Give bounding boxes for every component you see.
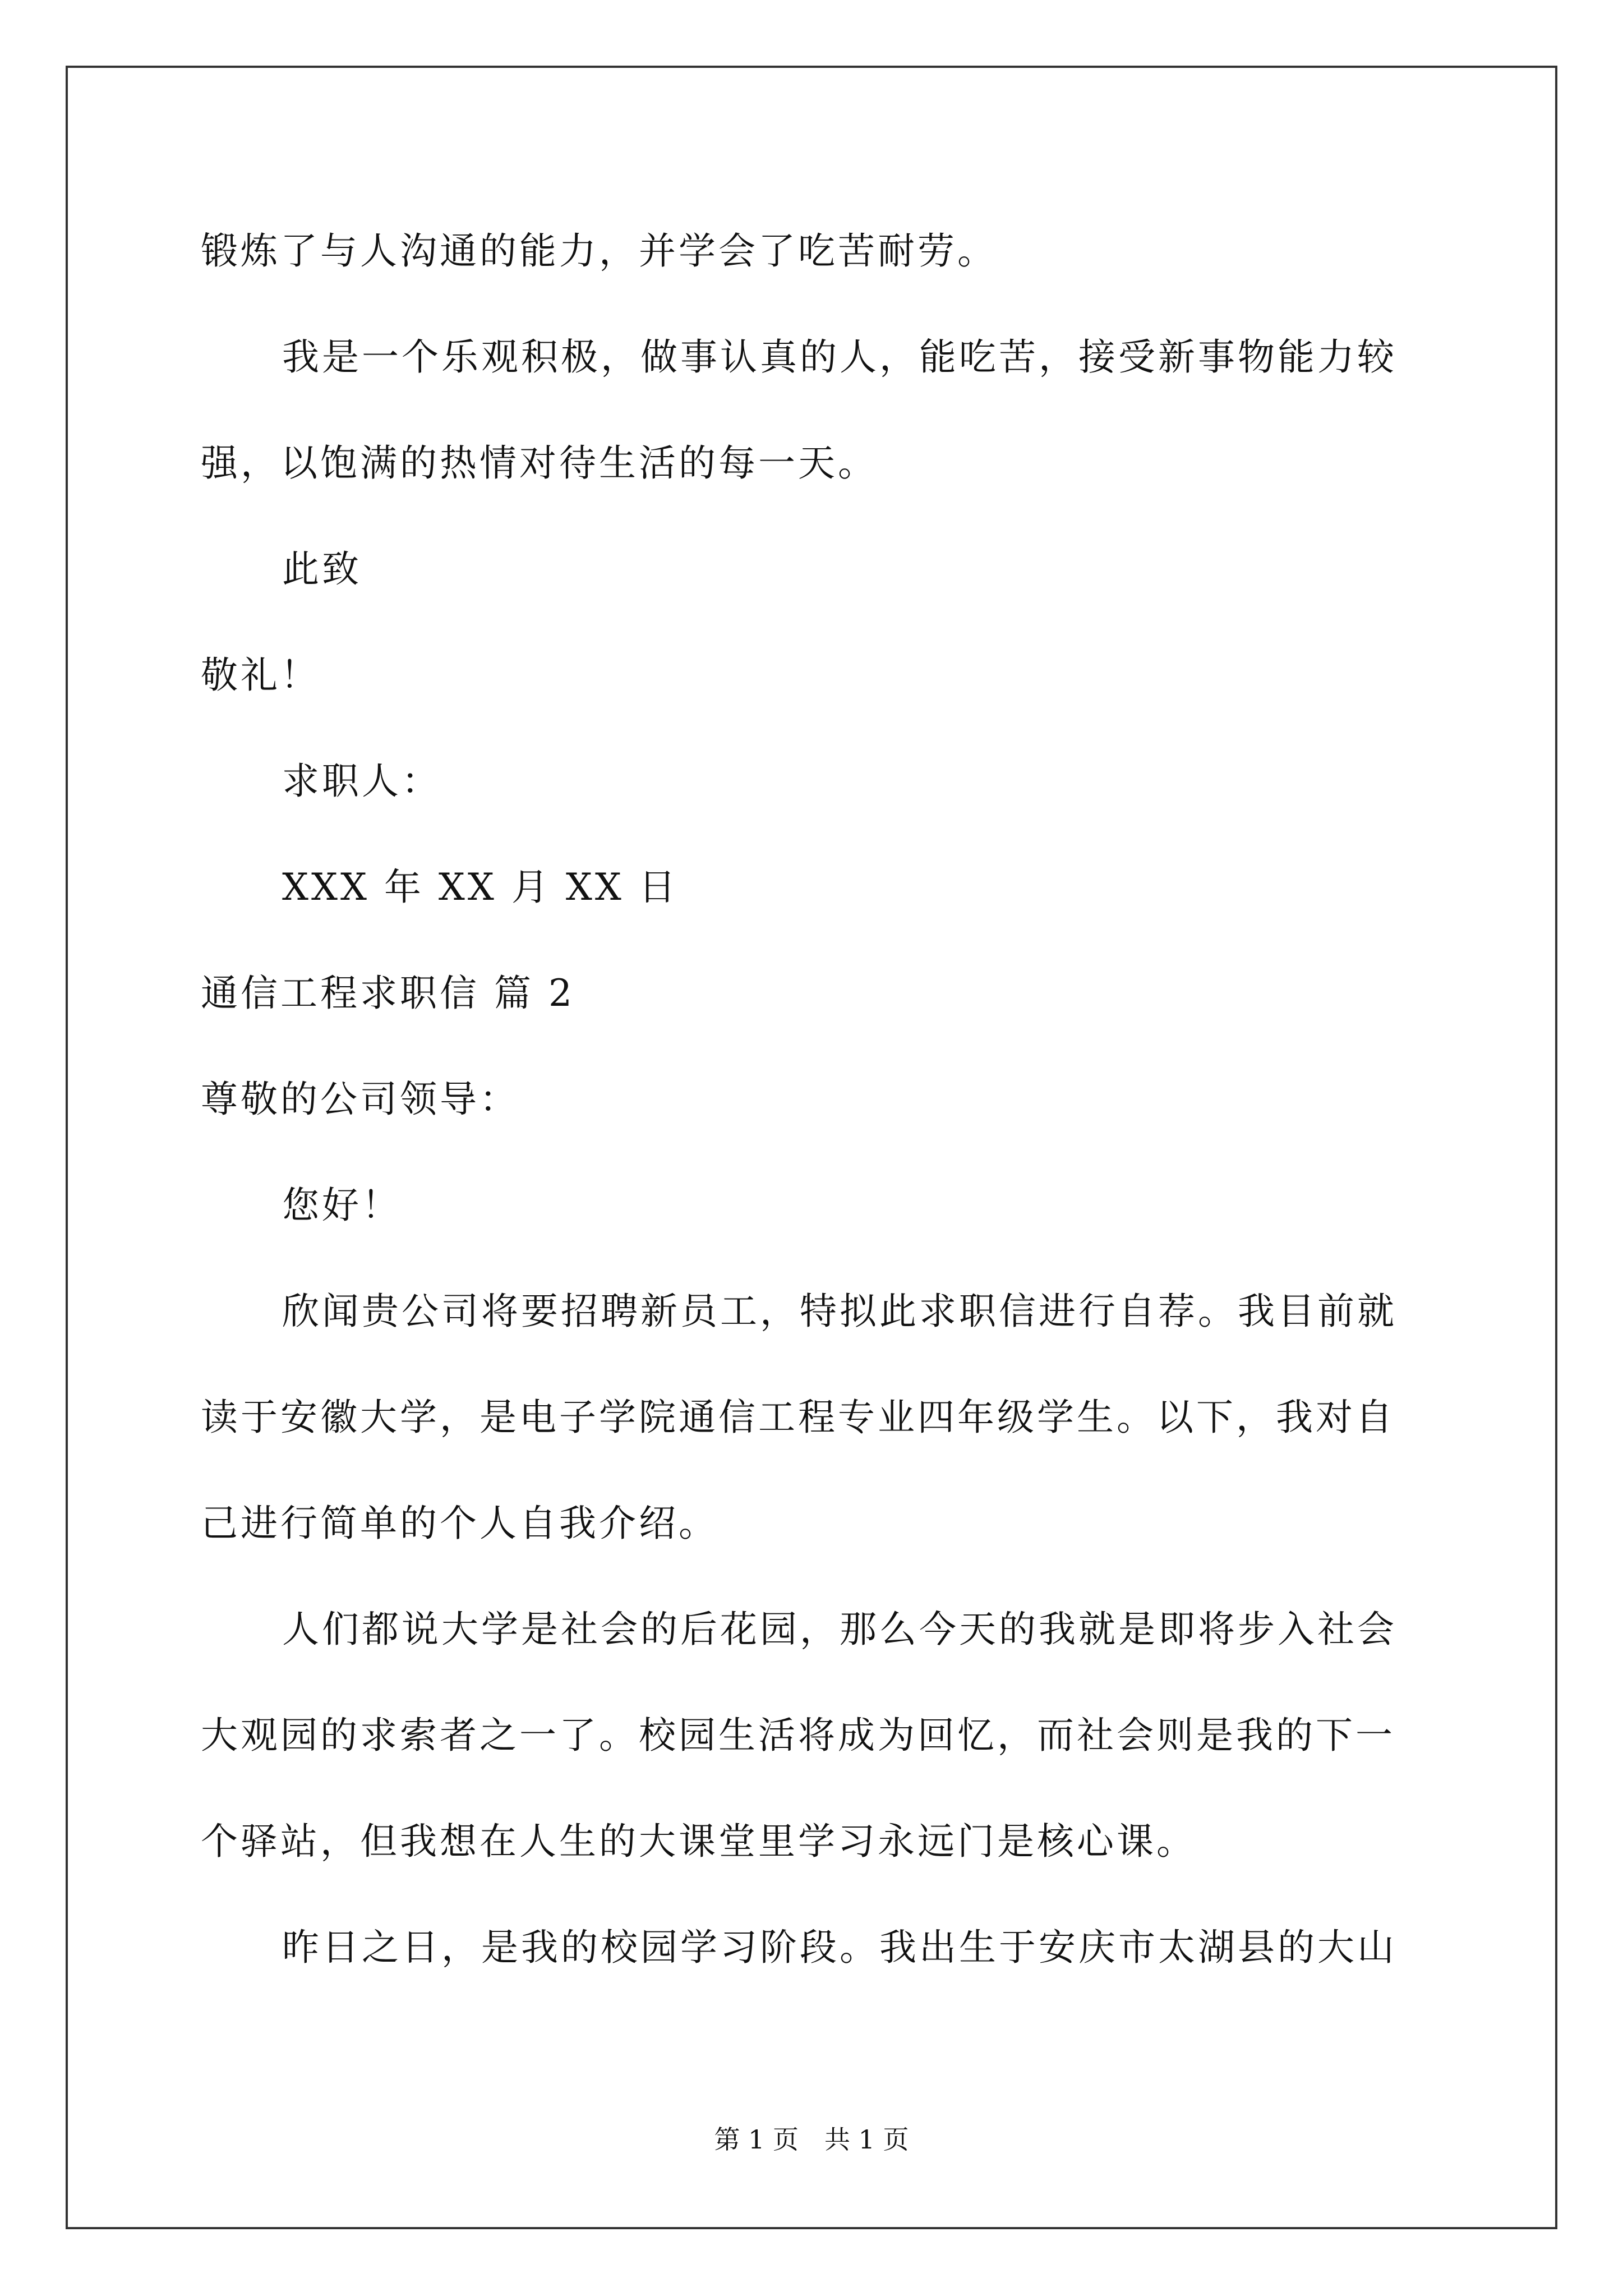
text-line: 锻炼了与人沟通的能力，并学会了吃苦耐劳。 bbox=[201, 229, 997, 273]
text-line: 昨日之日，是我的校园学习阶段。我出生于安庆市太湖县的大山 bbox=[282, 1926, 1397, 1969]
text-line: 强，以饱满的热情对待生活的每一天。 bbox=[201, 441, 878, 485]
text-line: 我是一个乐观积极，做事认真的人，能吃苦，接受新事物能力较 bbox=[282, 335, 1397, 379]
text-line: 人们都说大学是社会的后花园，那么今天的我就是即将步入社会 bbox=[282, 1608, 1397, 1651]
greeting: 您好！ bbox=[282, 1184, 402, 1227]
signature-label: 求职人： bbox=[282, 760, 441, 803]
closing-regards: 敬礼！ bbox=[201, 654, 320, 697]
text-line: 欣闻贵公司将要招聘新员工，特拟此求职信进行自荐。我目前就 bbox=[282, 1290, 1397, 1333]
text-line: 读于安徽大学，是电子学院通信工程专业四年级学生。以下，我对自 bbox=[201, 1396, 1395, 1439]
page-number-footer: 第 1 页 共 1 页 bbox=[714, 2124, 909, 2155]
section-heading: 通信工程求职信 篇 2 bbox=[201, 972, 575, 1015]
page-border bbox=[66, 66, 1557, 2229]
text-line: 大观园的求索者之一了。校园生活将成为回忆，而社会则是我的下一 bbox=[201, 1714, 1395, 1757]
date-line: XXX 年 XX 月 XX 日 bbox=[282, 866, 679, 909]
closing-salutation: 此致 bbox=[282, 547, 362, 591]
text-line: 个驿站，但我想在人生的大课堂里学习永远门是核心课。 bbox=[201, 1820, 1196, 1863]
greeting-recipient: 尊敬的公司领导： bbox=[201, 1078, 519, 1121]
text-line: 己进行简单的个人自我介绍。 bbox=[201, 1502, 718, 1545]
